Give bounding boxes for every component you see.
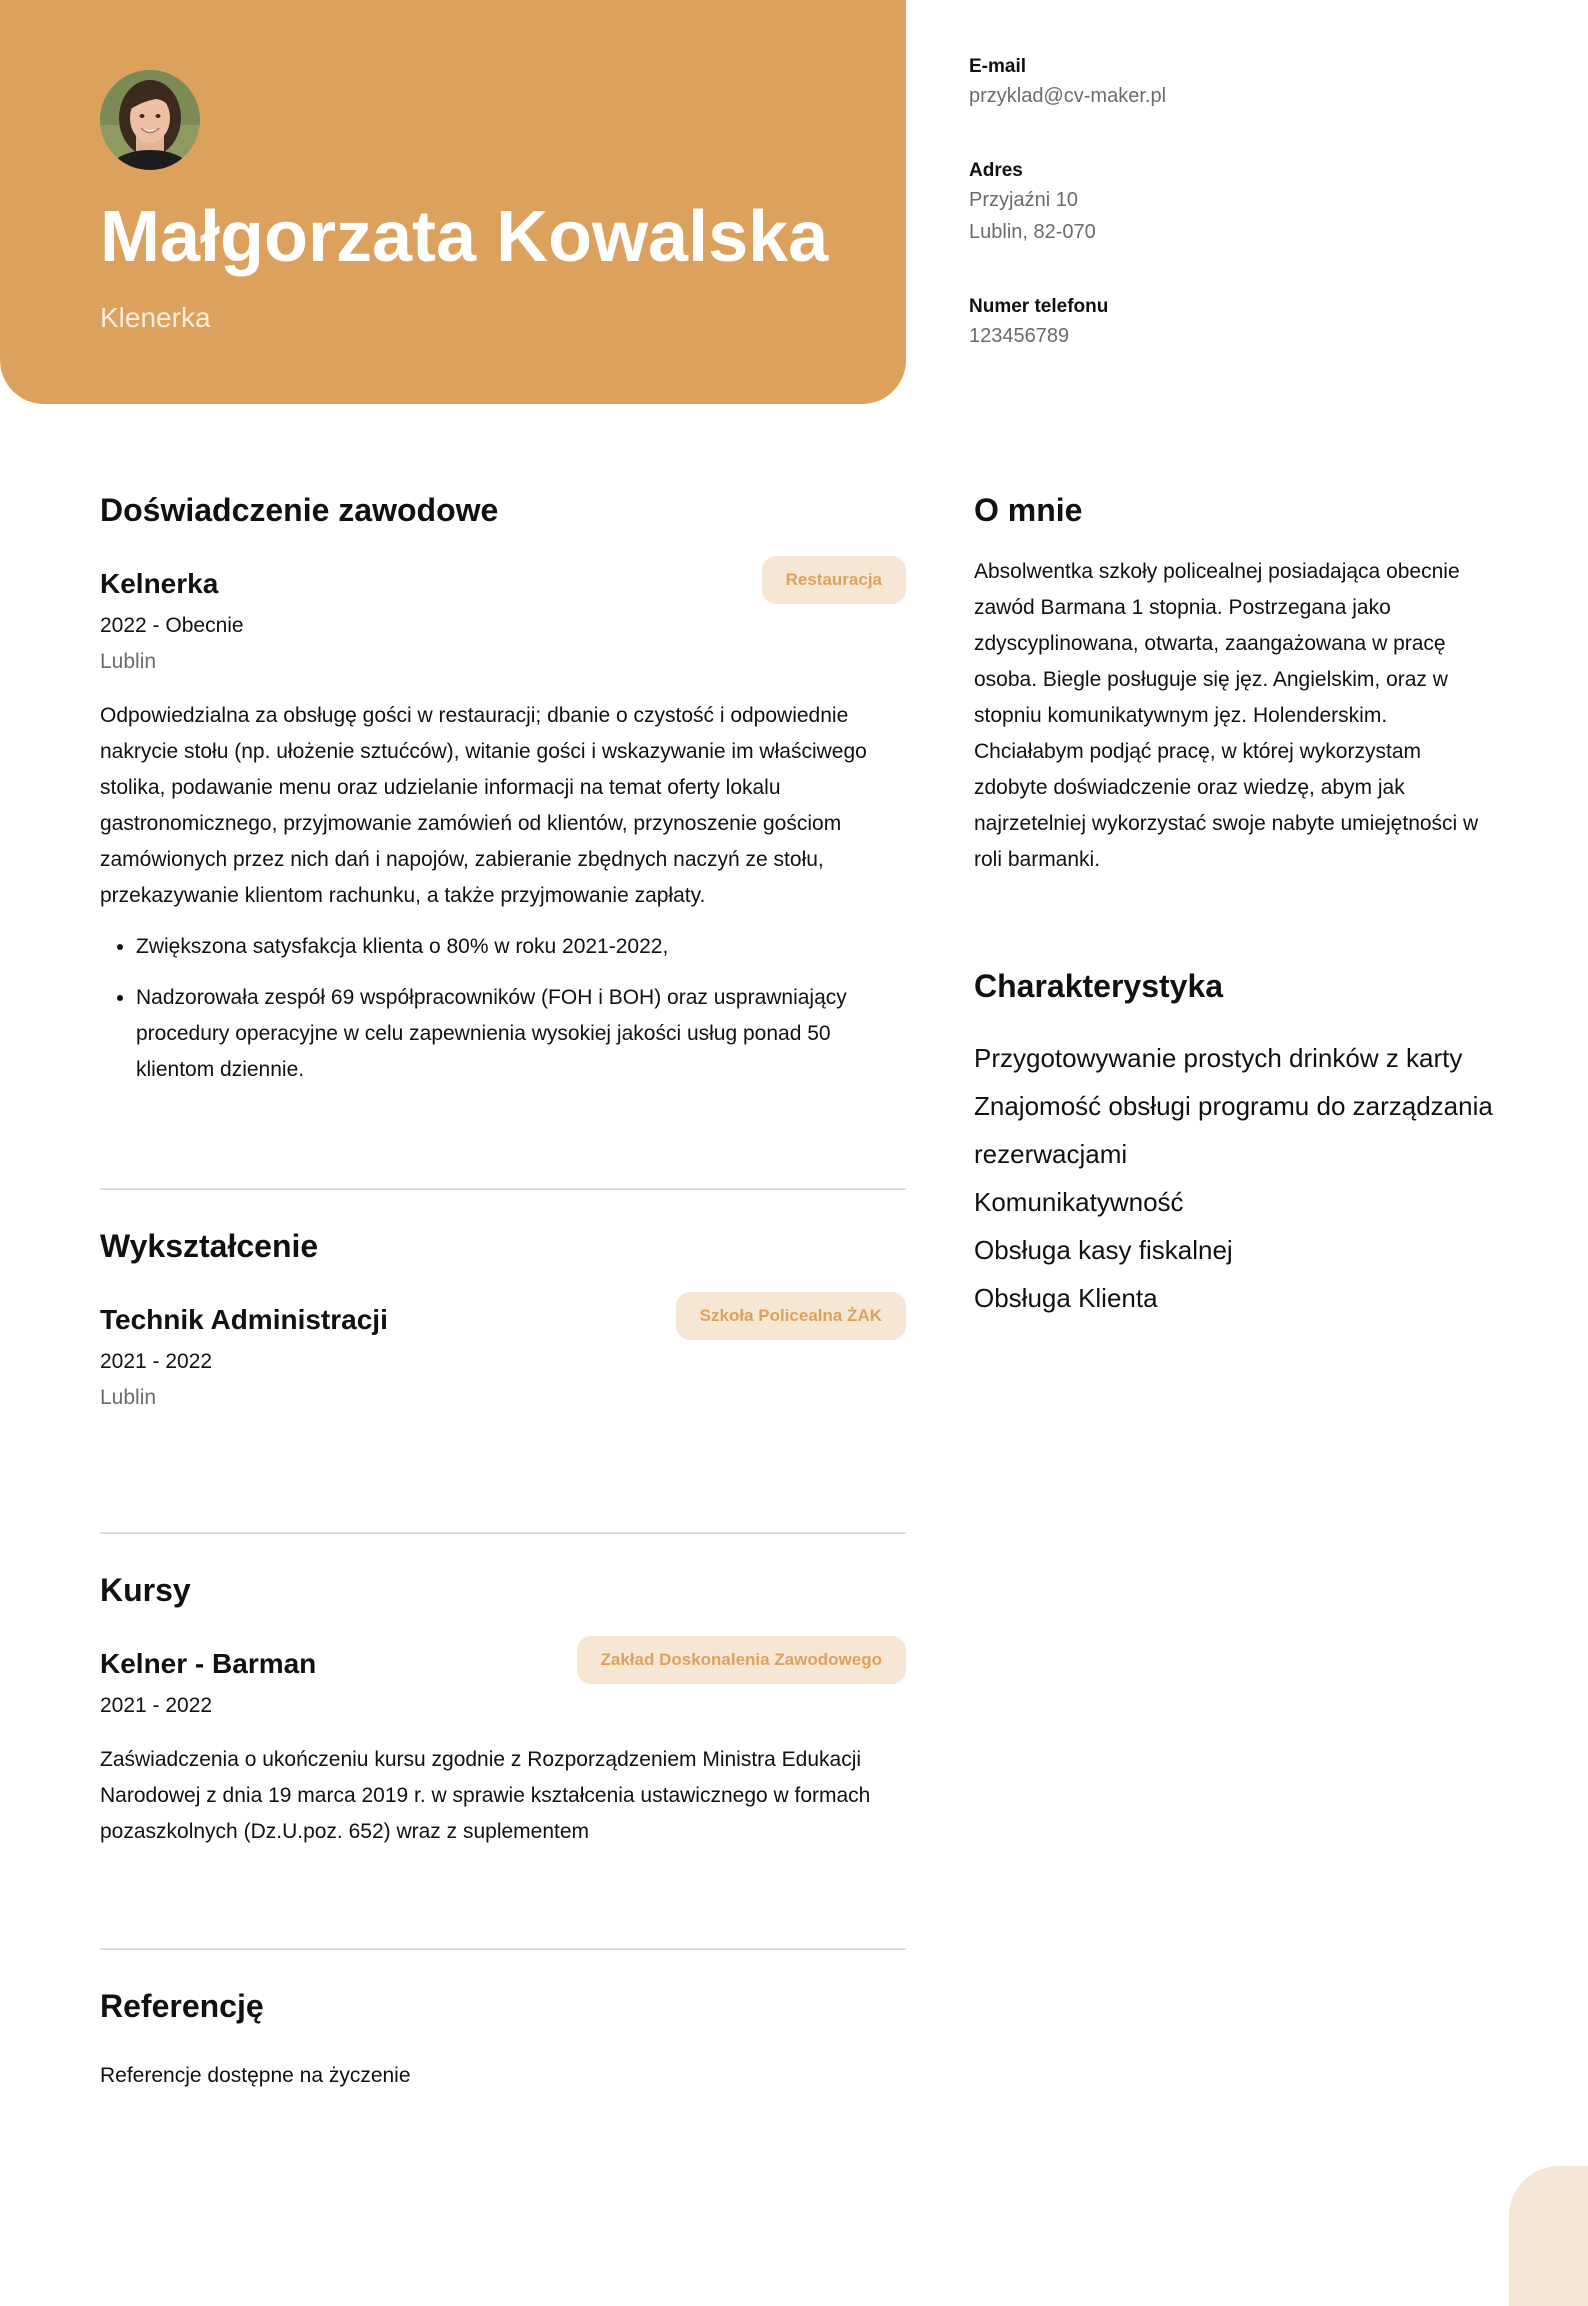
list-item: Znajomość obsługi programu do zarządzania rezerwacjami — [974, 1091, 1493, 1169]
course-title: Kelner - Barman — [100, 1648, 317, 1679]
header-banner — [0, 0, 906, 404]
section-title-education: Wykształcenie — [100, 1228, 319, 1264]
phone-value: 123456789 — [969, 325, 1070, 347]
contact-email — [969, 54, 1529, 112]
references-text: Referencje dostępne na życzenie — [100, 2064, 411, 2087]
courses-section — [100, 1568, 906, 1850]
education-city: Lublin — [100, 1386, 157, 1409]
section-title-references: Referencję — [100, 1988, 264, 2024]
list-item: Obsługa kasy fiskalnej — [974, 1235, 1233, 1265]
education-section — [100, 1224, 906, 1416]
address-label: Adres — [969, 160, 1023, 181]
education-dates: 2021 - 2022 — [100, 1350, 213, 1373]
skills-section — [974, 964, 1494, 1322]
decorative-corner — [1509, 2166, 1588, 2306]
course-description: Zaświadczenia o ukończeniu kursu zgodnie z Rozporządzeniem Ministra Edukacji Narodowej z dnia 19 marca 2019 r. w sprawie kształcenia ustawicznego w formach pozaszkolnych (Dz.U.poz. 652) wraz z suplementem — [100, 1748, 871, 1843]
job-achievements — [100, 929, 906, 1088]
list-item: Komunikatywność — [974, 1187, 1184, 1217]
job-employer-tag: Restauracja — [762, 556, 906, 604]
contact-address — [969, 158, 1529, 248]
section-divider — [100, 1948, 906, 1950]
about-text: Absolwentka szkoły policealnej posiadająca obecnie zawód Barmana 1 stopnia. Postrzegana jako zdyscyplinowana, otwarta, zaangażowana w pracę osoba. Biegle posługuje się jęz. Angielskim, oraz w stopniu komunikatywnym jęz. Holenderskim. Chciałabym podjąć pracę, w której wykorzystam zdobyte doświadczenie oraz wiedzę, abym jak najrzetelniej wykorzystać swoje nabyte umiejętności w roli barmanki. — [974, 560, 1479, 871]
candidate-role: Klenerka — [100, 302, 211, 333]
course-dates: 2021 - 2022 — [100, 1694, 213, 1717]
course-provider-tag: Zakład Doskonalenia Zawodowego — [577, 1636, 907, 1684]
about-section — [974, 488, 1494, 878]
avatar — [100, 70, 200, 170]
section-divider — [100, 1532, 906, 1534]
address-line-2: Lublin, 82-070 — [969, 221, 1096, 243]
skills-list — [974, 1034, 1494, 1322]
list-item: Przygotowywanie prostych drinków z karty — [974, 1043, 1463, 1073]
job-description: Odpowiedzialna za obsługę gości w restauracji; dbanie o czystość i odpowiednie nakrycie stołu (np. ułożenie sztućców), witanie gości i wskazywanie im właściwego stolika, podawanie menu oraz udzielanie informacji na temat oferty lokalu gastronomicznego, przyjmowanie zamówień od klientów, przynoszenie gościom zamówionych przez nich dań i napojów, zabieranie zbędnych naczyń ze stołu, przekazywanie klientom rachunku, a także przyjmowanie zapłaty. — [100, 704, 867, 907]
phone-label: Numer telefonu — [969, 296, 1109, 317]
job-city: Lublin — [100, 650, 157, 673]
list-item: • Nadzorowała zespół 69 współpracowników (FOH i BOH) oraz usprawniający procedury operacyjne w celu zapewnienia wysokiej jakości usług ponad 50 klientom dziennie. — [136, 980, 906, 1088]
section-title-courses: Kursy — [100, 1572, 191, 1608]
candidate-name: Małgorzata Kowalska — [100, 197, 829, 277]
references-section — [100, 1984, 906, 2094]
list-item: Obsługa Klienta — [974, 1283, 1158, 1313]
school-tag: Szkoła Policealna ŻAK — [676, 1292, 906, 1340]
list-item: • Zwiększona satysfakcja klienta o 80% w roku 2021-2022, — [136, 929, 906, 965]
section-title-experience: Doświadczenie zawodowe — [100, 492, 499, 528]
experience-entry-head — [100, 562, 906, 608]
education-title: Technik Administracji — [100, 1304, 388, 1335]
section-divider — [100, 1188, 906, 1190]
email-label: E-mail — [969, 56, 1027, 77]
experience-section — [100, 488, 906, 1103]
education-entry-head — [100, 1298, 906, 1344]
email-value: przyklad@cv-maker.pl — [969, 85, 1167, 107]
course-entry-head — [100, 1642, 906, 1688]
section-title-about: O mnie — [974, 492, 1083, 528]
address-line-1: Przyjaźni 10 — [969, 189, 1078, 211]
job-dates: 2022 - Obecnie — [100, 614, 244, 637]
job-title: Kelnerka — [100, 568, 219, 599]
section-title-skills: Charakterystyka — [974, 968, 1224, 1004]
contact-phone — [969, 294, 1529, 352]
